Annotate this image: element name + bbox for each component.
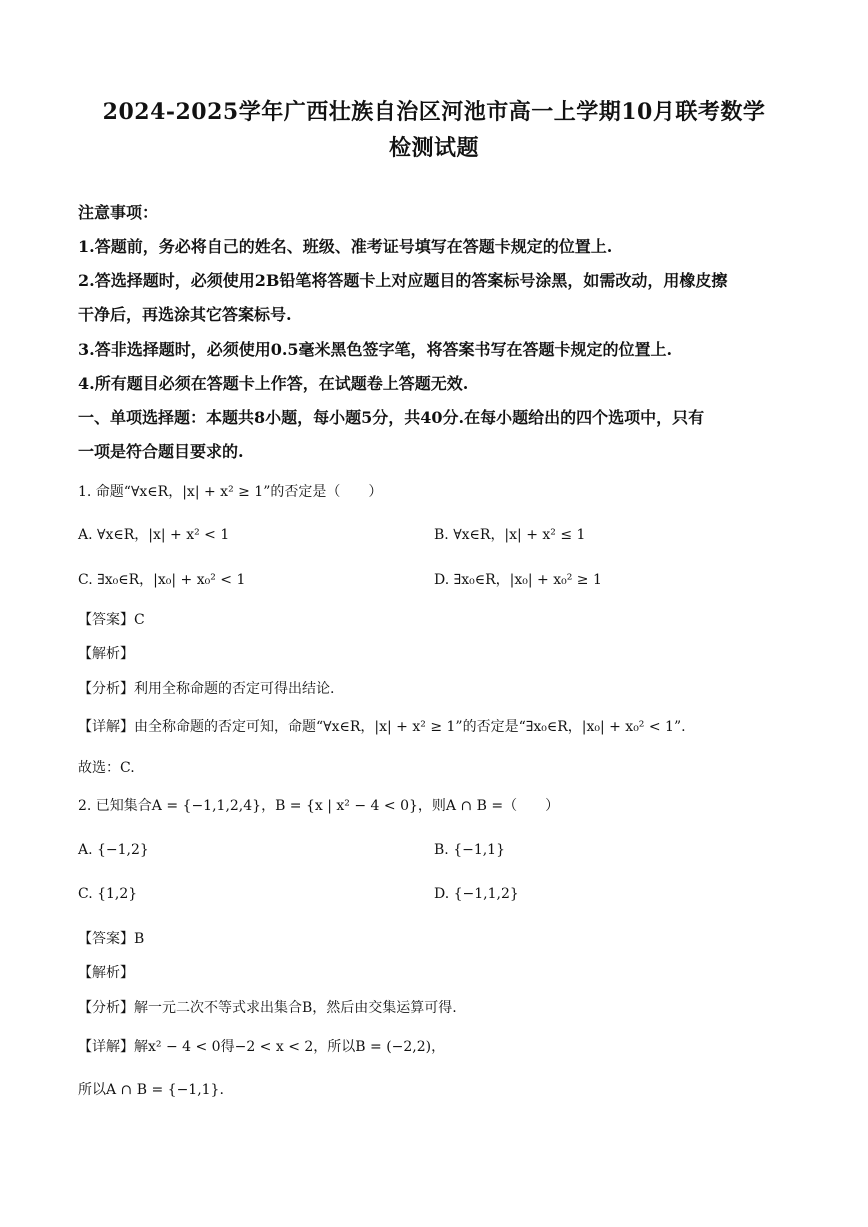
q1-option-b: B. ∀x∈R，|x| + x² ≤ 1 <box>434 527 586 543</box>
q1-option-a: A. ∀x∈R，|x| + x² < 1 <box>78 527 230 543</box>
q2-detail: 【详解】解x² − 4 < 0得−2 < x < 2，所以B = (−2,2)， <box>78 1039 446 1055</box>
notice-item-2-cont: 干净后，再选涂其它答案标号. <box>78 305 292 324</box>
q1-detail: 【详解】由全称命题的否定可知，命题“∀x∈R，|x| + x² ≥ 1”的否定是“∃x₀∈R，|x₀| + x₀² < 1”. <box>78 719 686 735</box>
document-title-line-1: 2024-2025学年广西壮族自治区河池市高一上学期10月联考数学 <box>102 99 766 125</box>
q1-stem: 1. 命题“∀x∈R，|x| + x² ≥ 1”的否定是（ ） <box>78 484 383 500</box>
q1-analysis: 【分析】利用全称命题的否定可得出结论. <box>78 681 335 697</box>
q2-conclusion: 所以A ∩ B = {−1,1}. <box>78 1082 224 1098</box>
q2-option-b: B. {−1,1} <box>434 842 505 858</box>
q1-answer: 【答案】C <box>78 612 145 628</box>
q1-analysis-label: 【解析】 <box>78 646 134 662</box>
section-heading-line-1: 一、单项选择题：本题共8小题，每小题5分，共40分.在每小题给出的四个选项中，只有 <box>78 408 705 427</box>
q1-option-c: C. ∃x₀∈R，|x₀| + x₀² < 1 <box>78 572 246 588</box>
notice-item-1: 1.答题前，务必将自己的姓名、班级、准考证号填写在答题卡规定的位置上. <box>78 237 613 256</box>
section-heading-line-2: 一项是符合题目要求的. <box>78 442 244 461</box>
notice-item-3: 3.答非选择题时，必须使用0.5毫米黑色签字笔，将答案书写在答题卡规定的位置上. <box>78 340 673 359</box>
q2-analysis-label: 【解析】 <box>78 965 134 981</box>
q2-analysis: 【分析】解一元二次不等式求出集合B，然后由交集运算可得. <box>78 1000 457 1016</box>
notice-item-2: 2.答选择题时，必须使用2B铅笔将答题卡上对应题目的答案标号涂黑，如需改动，用橡皮擦 <box>78 271 728 290</box>
q2-option-a: A. {−1,2} <box>78 842 149 858</box>
notice-heading: 注意事项： <box>78 203 159 222</box>
q2-stem: 2. 已知集合A = {−1,1,2,4}，B = {x | x² − 4 < 0}，则A ∩ B =（ ） <box>78 798 560 814</box>
q2-answer: 【答案】B <box>78 931 145 947</box>
document-title-line-2: 检测试题 <box>388 135 479 161</box>
q1-choice: 故选：C. <box>78 760 135 776</box>
q2-option-c: C. {1,2} <box>78 886 138 902</box>
q1-option-d: D. ∃x₀∈R，|x₀| + x₀² ≥ 1 <box>434 572 602 588</box>
q2-option-d: D. {−1,1,2} <box>434 886 519 902</box>
notice-item-4: 4.所有题目必须在答题卡上作答，在试题卷上答题无效. <box>78 374 469 393</box>
